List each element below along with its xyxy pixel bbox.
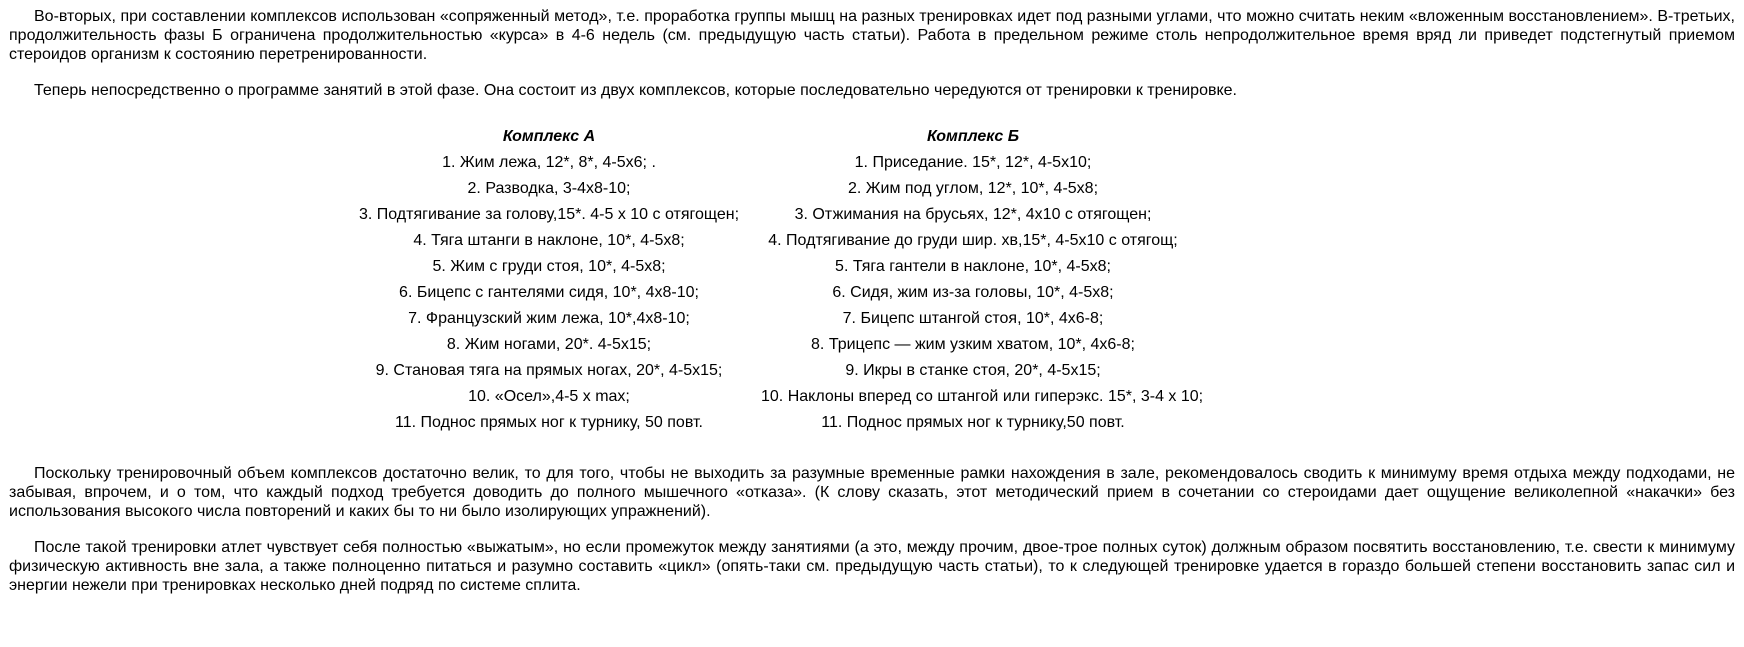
complex-b-exercise-11: 11. Поднос прямых ног к турнику,50 повт. (821, 414, 1125, 431)
complex-b-exercise-2: 2. Жим под углом, 12*, 10*, 4-5х8; (847, 180, 1099, 197)
complex-a-exercise-3: 3. Подтягивание за голову,15*. 4-5 х 10 с отягощен; (358, 206, 740, 223)
complex-b-exercise-6: 6. Сидя, жим из-за головы, 10*, 4-5х8; (832, 284, 1114, 301)
paragraph-volume-note: Поскольку тренировочный объем комплексов достаточно велик, то для того, чтобы не выходить за разумные временные рамки нахождения в зале, рекомендовалось сводить к минимуму время отдыха между подходами, не забывая, впрочем, и о том, что каждый подход требуется доводить до полного мышечного «отказа». (К слову сказать, этот методический прием в сочетании со стероидами дает ощущение великолепной «накачки» без использования высокого числа повторений и каких бы то ни было изолирующих упражнений). (9, 465, 1735, 520)
complex-b-column (761, 124, 1204, 436)
complex-a-exercise-10: 10. «Осел»,4-5 х max; (468, 388, 630, 405)
complex-b-exercise-4: 4. Подтягивание до груди шир. хв,15*, 4-5х10 с отягощ; (768, 232, 1178, 249)
complex-b-exercise-9: 9. Икры в станке стоя, 20*, 4-5х15; (845, 362, 1101, 379)
paragraph-program-intro: Теперь непосредственно о программе занятий в этой фазе. Она состоит из двух комплексов, которые последовательно чередуются от тренировки к тренировке. (34, 82, 1237, 99)
complex-a-exercise-2: 2. Разводка, 3-4х8-10; (467, 180, 631, 197)
complex-a-exercise-7: 7. Французский жим лежа, 10*,4х8-10; (408, 310, 690, 327)
complex-a-exercise-8: 8. Жим ногами, 20*. 4-5х15; (446, 336, 652, 353)
complex-b-title: Комплекс Б (926, 128, 1020, 145)
complex-a-exercise-11: 11. Поднос прямых ног к турнику, 50 повт. (395, 414, 703, 431)
paragraph-recovery-note: После такой тренировки атлет чувствует себя полностью «выжатым», но если промежуток между занятиями (а это, между прочим, двое-трое полных суток) должным образом посвятить восстановлению, т.е. свести к минимуму физическую активность вне зала, а также полноценно питаться и разумно составить «цикл» (опять-таки см. предыдущую часть статьи), то к следующей тренировке удается в гораздо большей степени восстановить запас сил и энергии нежели при тренировках несколько дней подряд по системе сплита. (9, 539, 1735, 594)
complex-a-exercise-9: 9. Становая тяга на прямых ногах, 20*, 4-5х15; (375, 362, 723, 379)
complex-a-exercise-4: 4. Тяга штанги в наклоне, 10*, 4-5х8; (413, 232, 685, 249)
complex-a-title: Комплекс А (502, 128, 596, 145)
complex-b-exercise-10: 10. Наклоны вперед со штангой или гиперэкс. 15*, 3-4 х 10; (761, 388, 1204, 405)
training-complexes-block (337, 124, 1735, 436)
complex-a-exercise-1: 1. Жим лежа, 12*, 8*, 4-5х6; . (442, 154, 656, 171)
complex-b-exercise-1: 1. Приседание. 15*, 12*, 4-5х10; (854, 154, 1092, 171)
complex-b-exercise-5: 5. Тяга гантели в наклоне, 10*, 4-5х8; (835, 258, 1111, 275)
complex-b-exercise-7: 7. Бицепс штангой стоя, 10*, 4х6-8; (842, 310, 1104, 327)
complex-b-exercise-3: 3. Отжимания на брусьях, 12*, 4х10 с отягощен; (794, 206, 1152, 223)
complex-b-exercise-8: 8. Трицепс — жим узким хватом, 10*, 4х6-8; (811, 336, 1135, 353)
complex-a-column (337, 124, 761, 436)
paragraph-intro: Во-вторых, при составлении комплексов использован «сопряженный метод», т.е. проработка группы мышц на разных тренировках идет под разными углами, что можно считать неким «вложенным восстановлением». В-третьих, продолжительность фазы Б ограничена продолжительностью «курса» в 4-6 недель (см. предыдущую часть статьи). Работа в предельном режиме столь непродолжительное время вряд ли приведет подстегнутый приемом стероидов организм к состоянию перетренированности. (9, 8, 1735, 63)
complex-a-exercise-5: 5. Жим с груди стоя, 10*, 4-5х8; (432, 258, 666, 275)
complex-a-exercise-6: 6. Бицепс с гантелями сидя, 10*, 4х8-10; (399, 284, 699, 301)
